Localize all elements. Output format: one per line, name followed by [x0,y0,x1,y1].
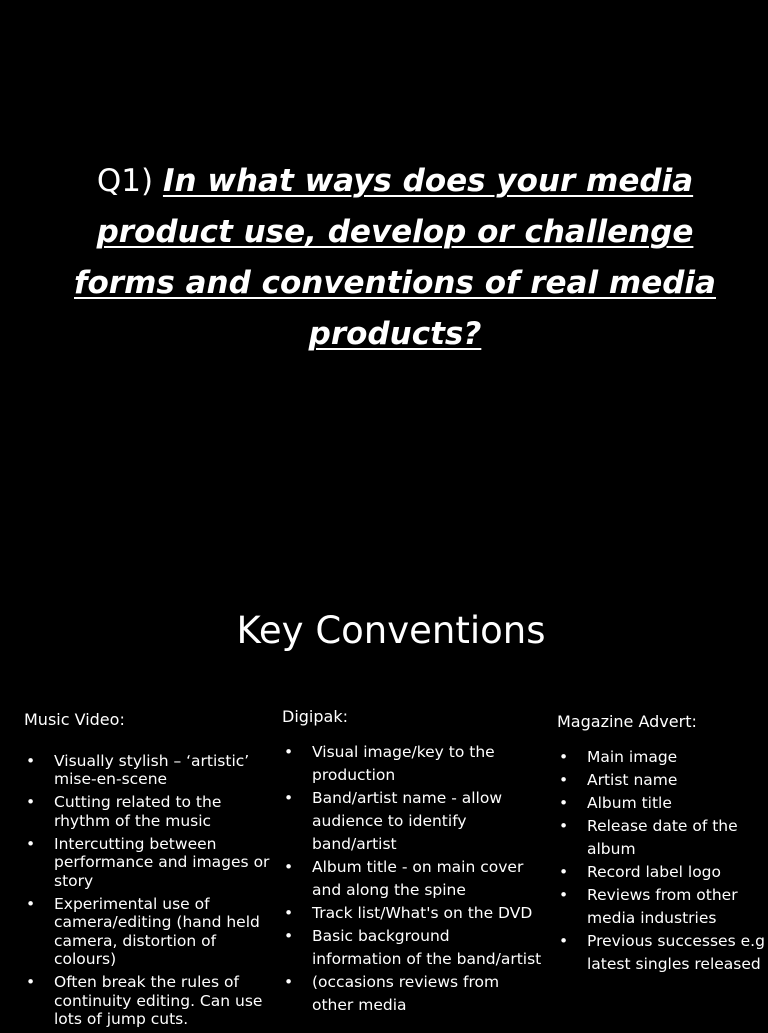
bullet-icon: • [559,748,569,766]
list-item [557,792,768,815]
list-item-text: Often break the rules of continuity editing. Can use lots of jump cuts. [54,973,263,1028]
list-item [557,769,768,792]
list-item-text: Album title [587,794,672,812]
bullet-icon: • [559,932,569,950]
list-item-text: Previous successes e.g latest singles released [587,932,765,973]
list-item-text: Record label logo [587,863,722,881]
bullet-icon: • [284,904,294,922]
bullet-icon: • [559,886,569,904]
list-item [282,787,544,856]
list-item-text: Album title - on main cover and along the spine [312,858,524,899]
bullet-icon: • [26,793,36,811]
list-item [557,746,768,769]
bullet-icon: • [284,743,294,761]
list-item [282,856,544,902]
bullet-icon: • [559,771,569,789]
list-item [557,861,768,884]
list-item-text: Cutting related to the rhythm of the music [54,793,222,830]
bullet-icon: • [26,751,36,770]
question-number: Q1) [96,163,154,199]
list-item-text: Visually stylish – ‘artistic’ mise-en-scene [54,751,250,788]
list-item-text: Experimental use of camera/editing (hand held camera, distortion of colours) [54,894,260,968]
list-item-text: Basic background information of the band/artist [312,927,542,968]
bullet-icon: • [559,817,569,835]
music-video-column [24,711,274,1033]
key-conventions-slide [0,512,768,1028]
list-item [24,973,274,1029]
bullet-icon: • [559,794,569,812]
list-item [24,752,274,789]
list-item [24,895,274,969]
digipak-column [282,705,544,1017]
bullet-list [282,741,544,1017]
bullet-icon: • [559,863,569,881]
bullet-icon: • [284,789,294,807]
bullet-icon: • [26,834,36,853]
column-heading: Magazine Advert: [557,712,697,731]
slide-title: Key Conventions [236,609,546,652]
list-item [557,930,768,976]
bullet-icon: • [284,858,294,876]
list-item [557,884,768,930]
question-slide [0,0,768,512]
list-item-text: Main image [587,748,678,766]
list-item [24,793,274,830]
list-item [282,971,544,1017]
list-item [557,815,768,861]
bullet-icon: • [284,973,294,991]
list-item-text: Band/artist name - allow audience to identify band/artist [312,789,503,853]
list-item-text: Track list/What's on the DVD [312,904,533,922]
question-text: In what ways does your media product use, develop or challenge forms and conventions of real media products? [74,163,716,352]
magazine-advert-column [557,710,768,976]
list-item-text: (occasions reviews from other media [312,973,500,1014]
list-item-text: Release date of the album [587,817,738,858]
list-item-text: Artist name [587,771,678,789]
list-item-text: Visual image/key to the production [312,743,495,784]
bullet-list [557,746,768,976]
column-heading: Music Video: [24,710,125,729]
bullet-list [24,752,274,1029]
bullet-icon: • [284,927,294,945]
list-item [282,741,544,787]
list-item [282,902,544,925]
list-item-text: Reviews from other media industries [587,886,738,927]
list-item [24,835,274,891]
column-heading: Digipak: [282,707,348,726]
list-item-text: Intercutting between performance and images or story [54,834,270,890]
list-item [282,925,544,971]
bullet-icon: • [26,973,36,991]
question-heading [60,156,730,360]
bullet-icon: • [26,894,36,913]
